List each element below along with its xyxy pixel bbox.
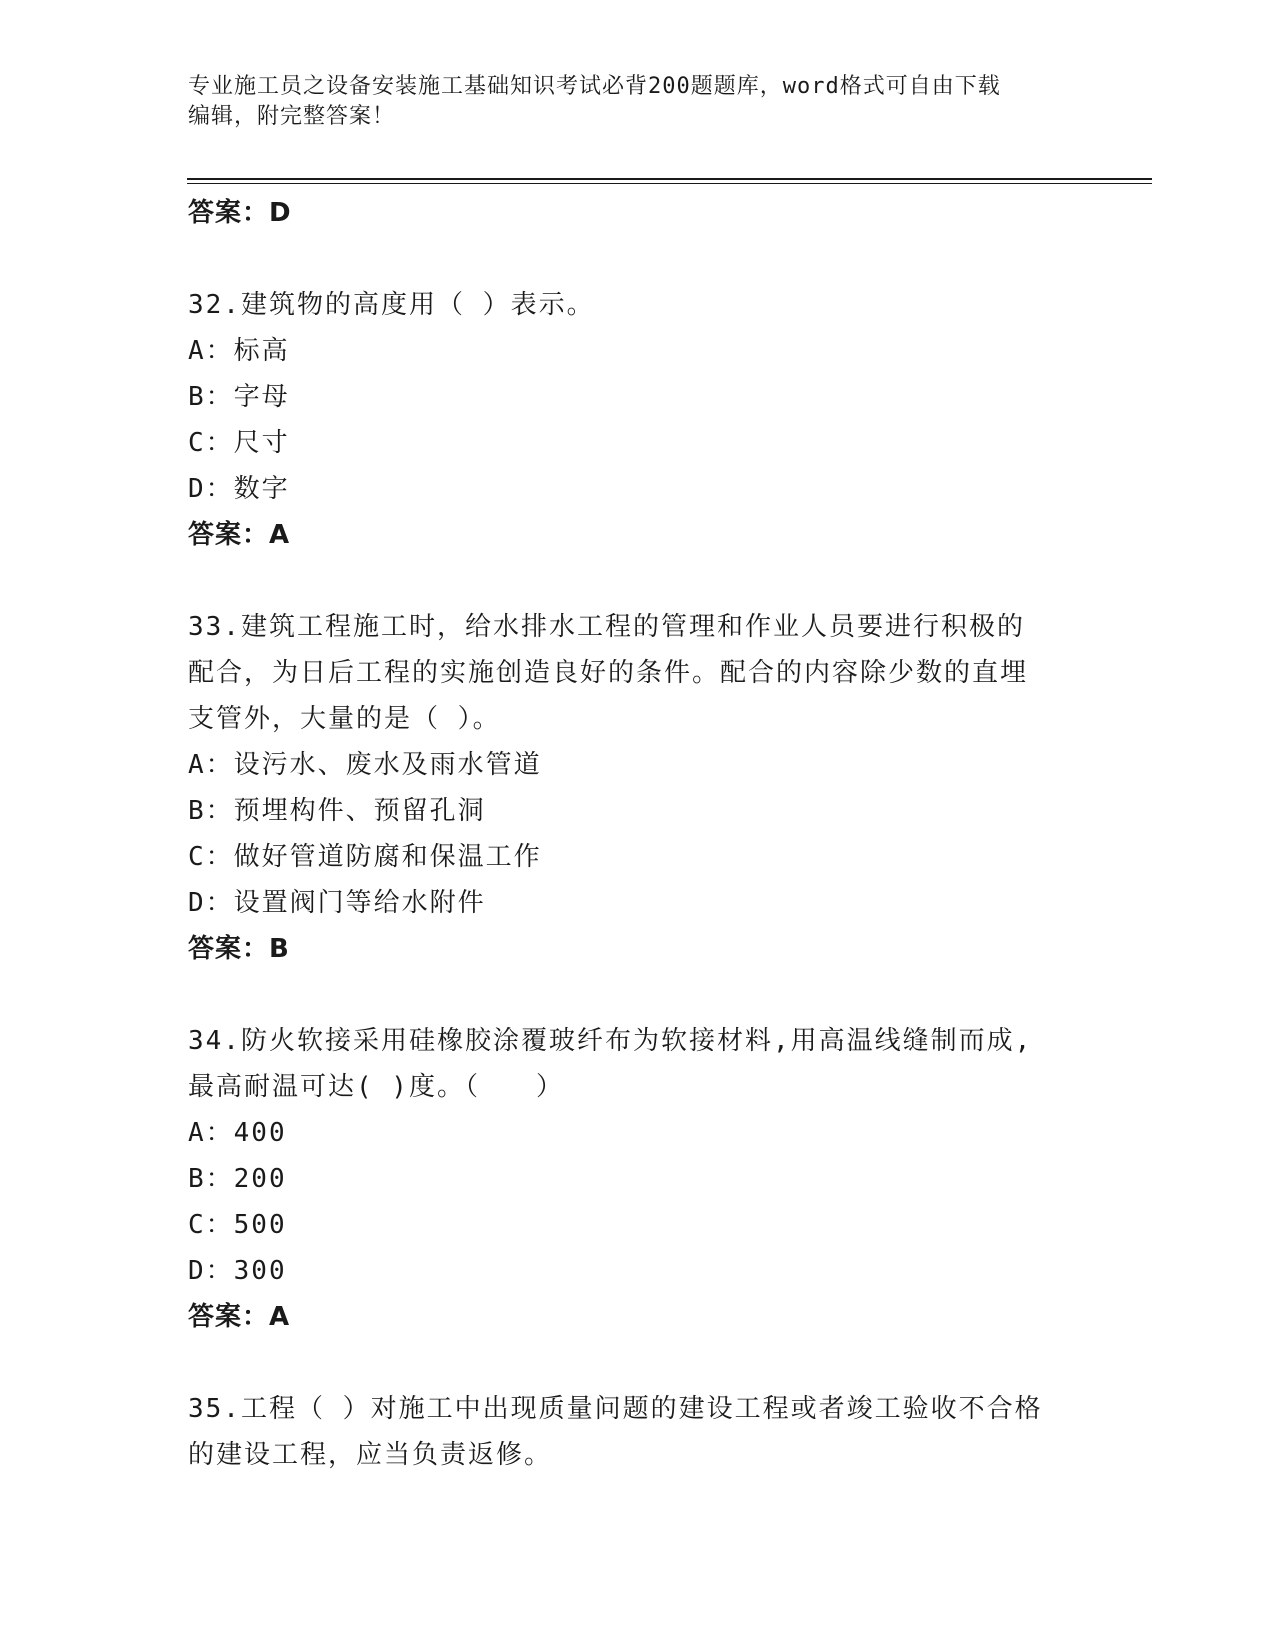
option-c: C：做好管道防腐和保温工作 bbox=[188, 842, 542, 872]
option-d: D：300 bbox=[188, 1256, 287, 1286]
spacer bbox=[188, 236, 1088, 282]
option-b: B：字母 bbox=[188, 382, 290, 412]
option-d: D：数字 bbox=[188, 474, 290, 504]
header-line-1: 专业施工员之设备安装施工基础知识考试必背200题题库，word格式可自由下载 bbox=[188, 74, 1001, 99]
question-text: 32.建筑物的高度用（ ）表示。 bbox=[188, 290, 595, 320]
answer-line: 答案：B bbox=[188, 934, 290, 964]
question-block-32 bbox=[188, 282, 1088, 558]
question-text: 35.工程（ ）对施工中出现质量问题的建设工程或者竣工验收不合格的建设工程，应当负责返修。 bbox=[188, 1394, 1043, 1470]
option-a: A：400 bbox=[188, 1118, 287, 1148]
spacer bbox=[188, 558, 1088, 604]
answer-line: 答案：D bbox=[188, 198, 292, 228]
question-block-35 bbox=[188, 1386, 1088, 1478]
answer-line: 答案：A bbox=[188, 520, 291, 550]
header-rule-thick bbox=[187, 178, 1152, 180]
document-header bbox=[188, 72, 1068, 132]
header-rule-thin bbox=[187, 183, 1152, 184]
option-c: C：500 bbox=[188, 1210, 287, 1240]
question-block-34 bbox=[188, 1018, 1088, 1340]
question-block-33 bbox=[188, 604, 1088, 972]
spacer bbox=[188, 972, 1088, 1018]
header-line-2: 编辑，附完整答案！ bbox=[188, 104, 396, 129]
option-b: B：200 bbox=[188, 1164, 287, 1194]
answer-line: 答案：A bbox=[188, 1302, 291, 1332]
option-d: D：设置阀门等给水附件 bbox=[188, 888, 486, 918]
question-text: 33.建筑工程施工时，给水排水工程的管理和作业人员要进行积极的配合，为日后工程的实施创造良好的条件。配合的内容除少数的直埋支管外，大量的是（ ）。 bbox=[188, 612, 1029, 734]
question-text: 34.防火软接采用硅橡胶涂覆玻纤布为软接材料,用高温线缝制而成,最高耐温可达( )度。（ ） bbox=[188, 1026, 1033, 1102]
option-c: C：尺寸 bbox=[188, 428, 290, 458]
option-b: B：预埋构件、预留孔洞 bbox=[188, 796, 486, 826]
option-a: A：标高 bbox=[188, 336, 290, 366]
spacer bbox=[188, 1340, 1088, 1386]
document-body bbox=[188, 190, 1088, 1478]
option-a: A：设污水、废水及雨水管道 bbox=[188, 750, 542, 780]
